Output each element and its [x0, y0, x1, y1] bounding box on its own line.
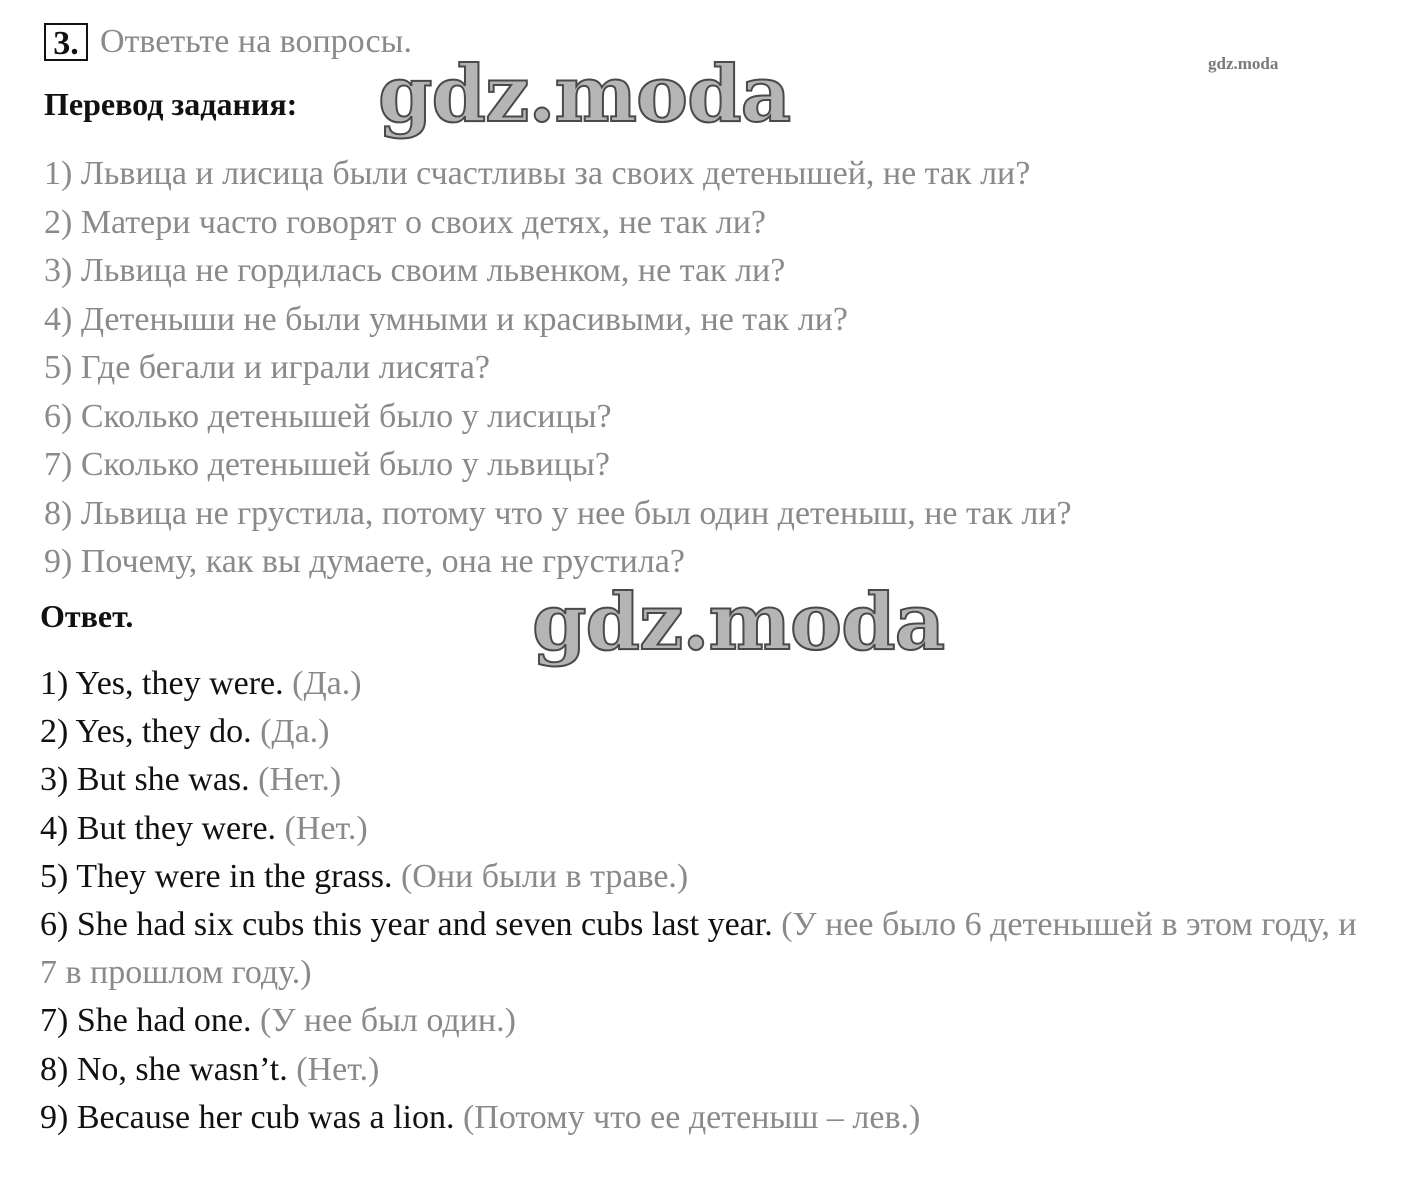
watermark-logo: gdz.moda: [378, 49, 791, 140]
list-item: [40, 756, 1370, 804]
answer-text: 7) She had one.: [40, 1002, 252, 1040]
answer-text: 2) Yes, they do.: [40, 713, 252, 751]
answer-text: 5) They were in the grass.: [40, 857, 393, 895]
list-item: [40, 997, 1370, 1045]
task-number: 3.: [44, 23, 88, 61]
answer-translation: (Да.): [292, 665, 362, 702]
list-item: 6) Сколько детенышей было у лисицы?: [44, 397, 612, 435]
list-item: 1) Львица и лисица были счастливы за своих детенышей, не так ли?: [44, 155, 1031, 192]
answer-translation: (Они были в траве.): [400, 857, 689, 895]
list-item: [40, 853, 1370, 901]
task-header: [44, 20, 412, 64]
answer-translation: (У нее было 6 детенышей в этом году, и 7 в прошлом году.): [40, 906, 1357, 992]
list-item: [40, 660, 1370, 708]
list-item: [40, 805, 1370, 853]
answer-text: 4) But they were.: [40, 809, 277, 847]
watermark-small: gdz.moda: [1208, 54, 1279, 73]
answer-translation: (Нет.): [284, 809, 368, 847]
translation-label: Перевод задания:: [44, 86, 298, 122]
answer-text: 9) Because her cub was a lion.: [40, 1098, 455, 1136]
list-item: 9) Почему, как вы думаете, она не грустила?: [44, 543, 685, 580]
list-item: 2) Матери часто говорят о своих детях, не так ли?: [44, 203, 766, 241]
answer-text: 8) No, she wasn’t.: [40, 1050, 288, 1088]
answer-translation: (Нет.): [258, 761, 342, 799]
answer-text: 3) But she was.: [40, 761, 250, 799]
list-item: 7) Сколько детенышей было у львицы?: [44, 446, 610, 483]
answer-text: 1) Yes, they were.: [40, 665, 284, 702]
list-item: 8) Львица не грустила, потому что у нее был один детеныш, не так ли?: [44, 494, 1072, 532]
list-item: 3) Львица не гордилась своим львенком, не так ли?: [44, 252, 786, 289]
list-item: 4) Детеныши не были умными и красивыми, не так ли?: [44, 300, 848, 338]
task-title: Ответьте на вопросы.: [100, 23, 412, 60]
list-item: [40, 1046, 1370, 1094]
list-item: [40, 708, 1370, 756]
answer-translation: (Потому что ее детеныш – лев.): [462, 1098, 921, 1136]
answer-translation: (Нет.): [296, 1050, 380, 1088]
list-item: [40, 901, 1370, 997]
question-list: [44, 150, 1072, 587]
list-item: 5) Где бегали и играли лисята?: [44, 349, 490, 386]
watermark-logo: gdz.moda: [532, 577, 945, 668]
list-item: [40, 1094, 1370, 1142]
answer-translation: (У нее был один.): [260, 1002, 516, 1040]
answer-translation: (Да.): [260, 713, 330, 751]
answer-label: Ответ.: [40, 598, 134, 634]
answer-list: [40, 660, 1370, 1142]
answer-text: 6) She had six cubs this year and seven cubs last year.: [40, 906, 773, 944]
